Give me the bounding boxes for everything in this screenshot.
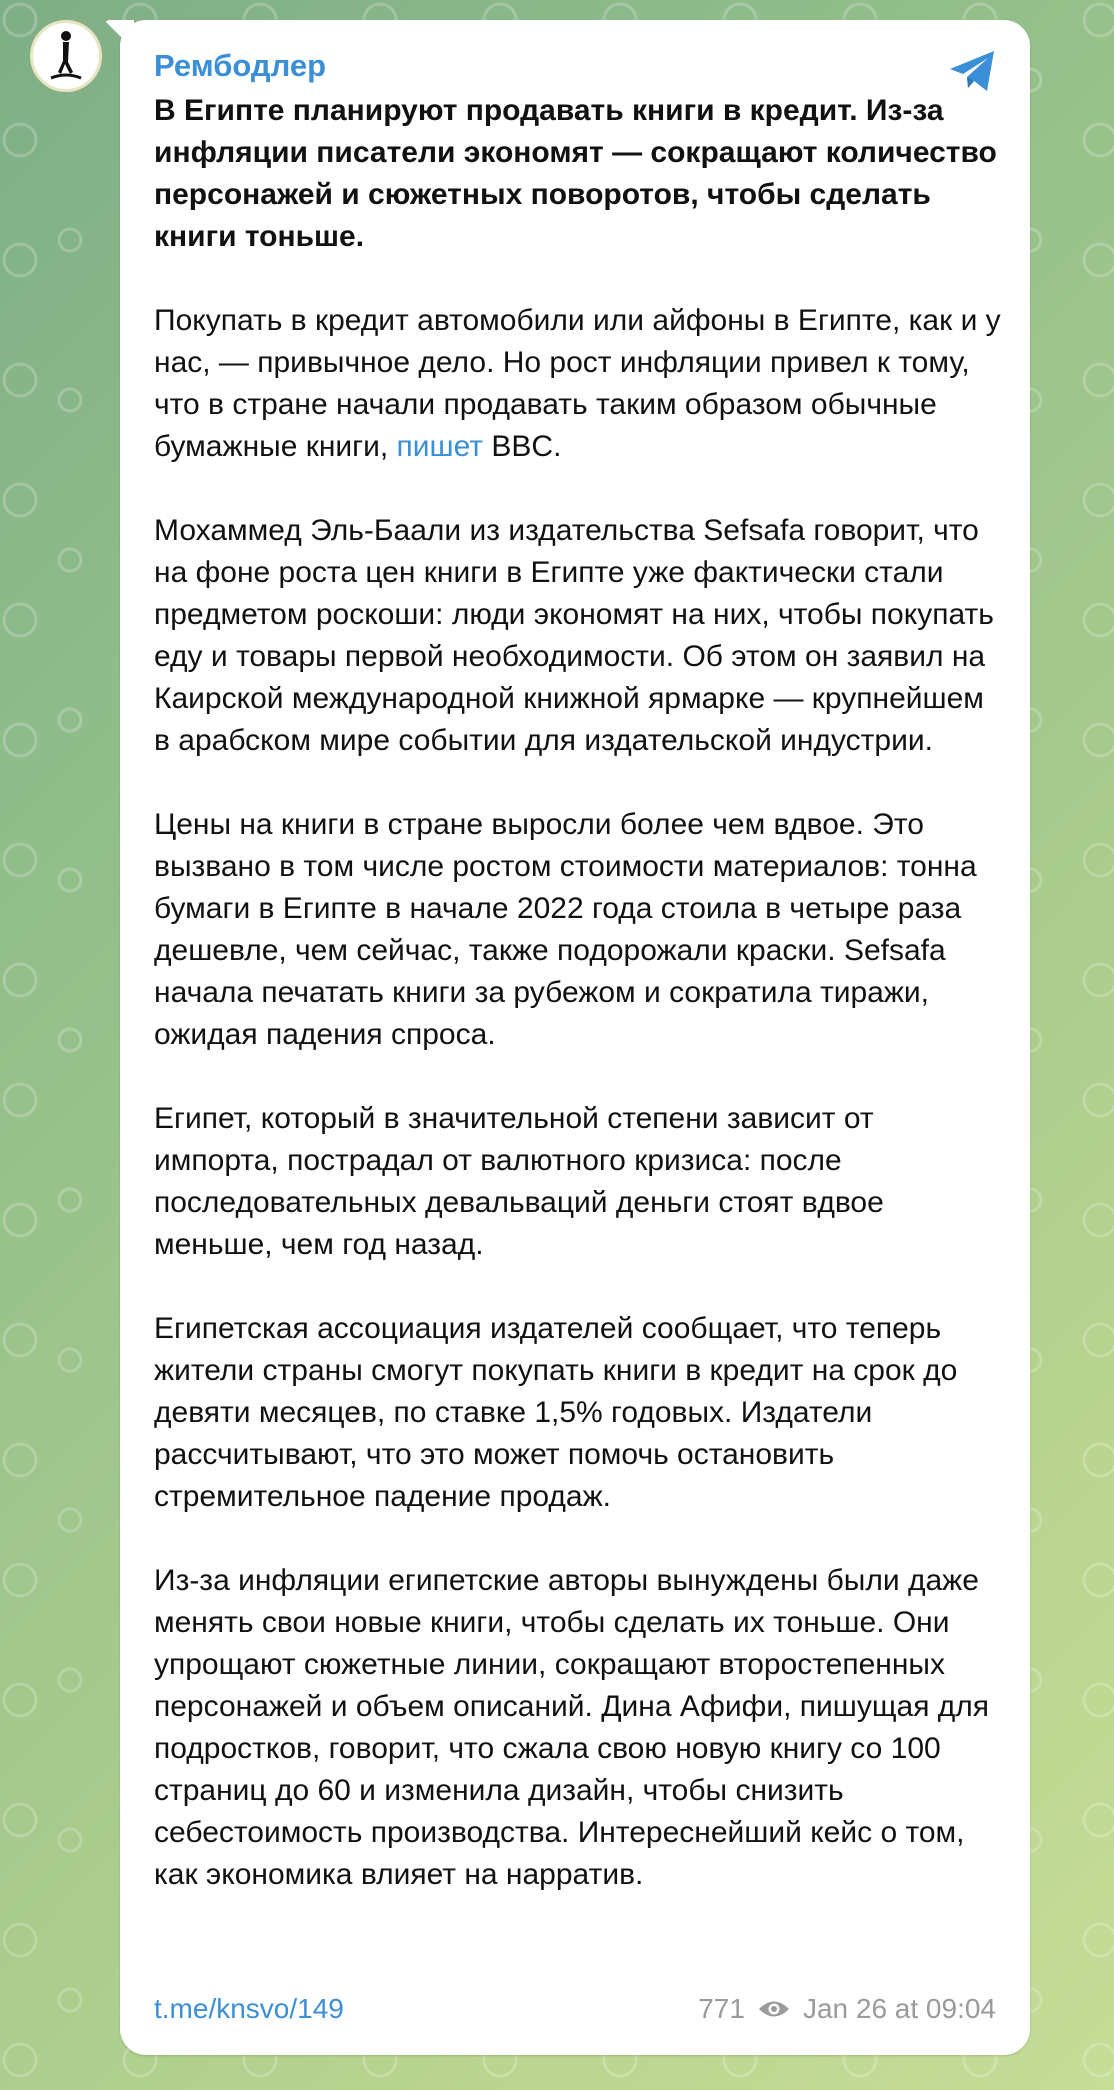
message-bubble bbox=[120, 20, 1030, 2055]
telegram-share-icon[interactable] bbox=[944, 42, 1002, 100]
post-paragraph-1 bbox=[154, 300, 1004, 468]
post-text bbox=[154, 90, 1004, 1896]
source-link[interactable]: пишет bbox=[396, 430, 484, 463]
post-paragraph-1-end: BBC. bbox=[483, 430, 562, 463]
post-paragraph-1-text: Покупать в кредит автомобили или айфоны в Египте, как и у нас, — привычное дело. Но рост инфляции привел к тому, что в стране начали продавать таким образом обычные бумажные книги, bbox=[154, 304, 1001, 463]
eye-icon bbox=[757, 1998, 791, 2020]
message-date: Jan 26 at 09:04 bbox=[802, 1993, 996, 2024]
post-paragraph-4: Египет, который в значительной степени зависит от импорта, пострадал от валютного кризиса: после последовательных девальваций деньги стоят вдвое меньше, чем год назад. bbox=[154, 1102, 884, 1261]
post-paragraph-6: Из-за инфляции египетские авторы вынуждены были даже менять свои новые книги, чтобы сделать их тоньше. Они упрощают сюжетные линии, сокращают второстепенных персонажей и объем описаний. Дина Афифи, пишущая для подростков, говорит, что сжала свою новую книгу со 100 страниц до 60 и изменила дизайн, чтобы снизить себестоимость производства. Интереснейший кейс о том, как экономика влияет на нарратив. bbox=[154, 1564, 990, 1891]
post-paragraph-2: Мохаммед Эль-Баали из издательства Sefsafa говорит, что на фоне роста цен книги в Египте уже фактически стали предметом роскоши: люди экономят на них, чтобы покупать еду и товары первой необходимости. Об этом он заявил на Каирской международной книжной ярмарке — крупнейшем в арабском мире событии для издательской индустрии. bbox=[154, 514, 994, 757]
channel-name[interactable]: Рембодлер bbox=[154, 48, 327, 83]
post-paragraph-5: Египетская ассоциация издателей сообщает, что теперь жители страны смогут покупать книги в кредит на срок до девяти месяцев, по ставке 1,5% годовых. Издатели рассчитывают, что это может помочь остановить стремительное падение продаж. bbox=[154, 1312, 958, 1513]
view-count: 771 bbox=[698, 1993, 745, 2024]
post-paragraph-3: Цены на книги в стране выросли более чем вдвое. Это вызвано в том числе ростом стоимости материалов: тонна бумаги в Египте в начале 2022 года стоила в четыре раза дешевле, чем сейчас, также подорожали краски. Sefsafa начала печатать книги за рубежом и сократила тиражи, ожидая падения спроса. bbox=[154, 808, 977, 1051]
post-lead: В Египте планируют продавать книги в кредит. Из-за инфляции писатели экономят — сокращают количество персонажей и сюжетных поворотов, чтобы сделать книги тоньше. bbox=[154, 94, 997, 253]
post-link[interactable]: t.me/knsvo/149 bbox=[154, 1993, 344, 2024]
message-meta bbox=[698, 1993, 996, 2025]
ink-figure-avatar-icon bbox=[43, 28, 89, 84]
message-footer bbox=[154, 1989, 996, 2029]
channel-avatar[interactable] bbox=[30, 20, 102, 92]
